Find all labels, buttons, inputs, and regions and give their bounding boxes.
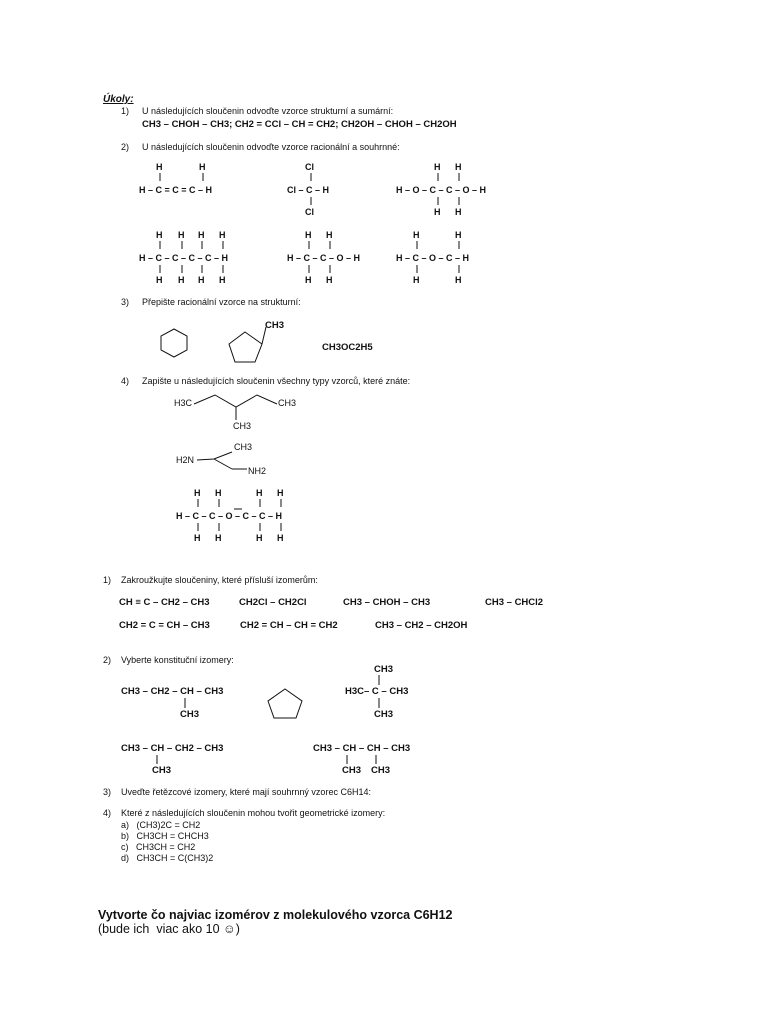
- ring-substituent-label: CH3: [265, 320, 285, 331]
- final-task-text: Vytvorte čo najviac izomérov z molekulového vzorca C6H12: [97, 908, 453, 922]
- svg-text:H: H: [194, 533, 201, 543]
- svg-text:Cl: Cl: [305, 162, 314, 172]
- svg-text:H: H: [198, 275, 205, 285]
- svg-text:H: H: [326, 230, 333, 240]
- svg-text:H: H: [178, 230, 185, 240]
- isomer-d-branch-1: CH3: [342, 765, 362, 776]
- svg-text:H: H: [277, 488, 284, 498]
- isomer-a-branch: CH3: [180, 709, 200, 720]
- svg-text:H – C = C = C – H: H – C = C = C – H: [139, 185, 213, 195]
- svg-text:H: H: [215, 533, 222, 543]
- cyclohexane-ring: [161, 329, 187, 357]
- task4-prompt: Zapište u následujících sloučenin všechny typy vzorců, které znáte:: [142, 376, 411, 386]
- q1-formula-3: CH3 – CHOH – CH3: [343, 597, 431, 608]
- svg-text:Cl: Cl: [305, 207, 314, 217]
- isomer-b-mid: H3C– C – CH3: [345, 686, 409, 697]
- svg-text:H: H: [198, 230, 205, 240]
- methyl-bond: [262, 327, 266, 344]
- amine-label-h2n: H2N: [176, 455, 195, 465]
- q4-option-c: c) CH3CH = CH2: [121, 842, 196, 852]
- svg-text:H: H: [434, 162, 441, 172]
- svg-text:H: H: [219, 275, 226, 285]
- structure-allene: [139, 162, 212, 195]
- amine-label-nh2: NH2: [248, 466, 267, 476]
- svg-text:H – C – C – C – C – H: H – C – C – C – C – H: [139, 253, 229, 263]
- svg-text:H: H: [256, 533, 263, 543]
- rational-formula: CH3OC2H5: [322, 342, 373, 353]
- task3-number: 3): [121, 297, 130, 307]
- svg-text:H: H: [455, 275, 462, 285]
- q2-number: 2): [103, 655, 112, 665]
- task2-number: 2): [121, 142, 130, 152]
- skeletal-chain: [194, 395, 277, 407]
- svg-text:H: H: [277, 533, 284, 543]
- svg-text:H: H: [455, 162, 462, 172]
- skeletal-label-ch3-bottom: CH3: [233, 421, 252, 431]
- svg-text:H: H: [434, 207, 441, 217]
- task1-formulas: CH3 – CHOH – CH3; CH2 = CCl – CH = CH2; CH2OH – CHOH – CH2OH: [142, 119, 457, 130]
- task2-prompt: U následujících sloučenin odvoďte vzorce racionální a souhrnné:: [142, 142, 400, 152]
- structure-chloroform: [287, 162, 329, 217]
- svg-text:H: H: [413, 275, 420, 285]
- svg-text:Cl – C – H: Cl – C – H: [287, 185, 330, 195]
- svg-text:H: H: [156, 230, 163, 240]
- svg-text:H: H: [156, 162, 163, 172]
- svg-text:H: H: [219, 230, 226, 240]
- isomer-cyclopentane: [268, 689, 302, 718]
- isomer-d-branch-2: CH3: [371, 765, 391, 776]
- q4-option-a: a) (CH3)2C = CH2: [121, 820, 201, 830]
- q1-formula-1: CH ≡ C – CH2 – CH3: [119, 597, 210, 608]
- svg-text:H: H: [256, 488, 263, 498]
- task4-number: 4): [121, 376, 130, 386]
- svg-text:H – C – O – C – H: H – C – O – C – H: [396, 253, 470, 263]
- structure-ether: [396, 230, 469, 285]
- amine-label-ch3: CH3: [234, 442, 253, 452]
- isomer-d-main: CH3 – CH – CH – CH3: [313, 743, 411, 754]
- svg-text:H: H: [455, 207, 462, 217]
- svg-text:H – O – C – C – O – H: H – O – C – C – O – H: [396, 185, 487, 195]
- cyclopentane-ring: [229, 332, 262, 362]
- task3-prompt: Přepište racionální vzorce na strukturní:: [142, 297, 301, 307]
- svg-text:H: H: [215, 488, 222, 498]
- q1-formula-6: CH2 = CH – CH = CH2: [240, 620, 338, 631]
- svg-text:H: H: [326, 275, 333, 285]
- q1-number: 1): [103, 575, 112, 585]
- svg-text:H: H: [194, 488, 201, 498]
- isomer-a-main: CH3 – CH2 – CH – CH3: [121, 686, 224, 697]
- svg-text:H: H: [413, 230, 420, 240]
- task1-prompt: U následujících sloučenin odvoďte vzorce strukturní a sumární:: [142, 106, 394, 116]
- tasks-heading: Úkoly:: [103, 94, 134, 105]
- skeletal-label-h3c: H3C: [174, 398, 193, 408]
- q2-prompt: Vyberte konstituční izomery:: [121, 655, 234, 665]
- q3-prompt: Uveďte řetězcové izomery, které mají souhrnný vzorec C6H14:: [121, 787, 371, 797]
- svg-text:H – C – C – O – C – C – H: H – C – C – O – C – C – H: [176, 511, 283, 521]
- q4-option-b: b) CH3CH = CHCH3: [121, 831, 209, 841]
- amine-branch: [214, 459, 232, 469]
- svg-text:H: H: [199, 162, 206, 172]
- svg-text:H: H: [305, 230, 312, 240]
- q1-formula-4: CH3 – CHCl2: [485, 597, 544, 608]
- isomer-b-top: CH3: [374, 664, 394, 675]
- q3-number: 3): [103, 787, 112, 797]
- isomer-c-branch: CH3: [152, 765, 172, 776]
- svg-text:H – C – C – O – H: H – C – C – O – H: [287, 253, 361, 263]
- structure-diol: [396, 162, 486, 217]
- q4-number: 4): [103, 808, 112, 818]
- q4-prompt: Které z následujících sloučenin mohou tvořit geometrické izomery:: [121, 808, 386, 818]
- svg-text:H: H: [178, 275, 185, 285]
- isomer-b-bottom: CH3: [374, 709, 394, 720]
- svg-text:H: H: [455, 230, 462, 240]
- isomer-c-main: CH3 – CH – CH2 – CH3: [121, 743, 224, 754]
- q1-formula-7: CH3 – CH2 – CH2OH: [375, 620, 468, 631]
- structure-butane: [139, 230, 228, 285]
- structure-ethanol: [287, 230, 360, 285]
- structure-diethyl-ether: [176, 488, 284, 543]
- q1-prompt: Zakroužkujte sloučeniny, které přísluší izomerům:: [121, 575, 318, 585]
- q4-option-d: d) CH3CH = C(CH3)2: [121, 853, 214, 863]
- final-task-note: (bude ich viac ako 10 ☺): [97, 922, 240, 936]
- svg-text:H: H: [156, 275, 163, 285]
- svg-text:H: H: [305, 275, 312, 285]
- task1-number: 1): [121, 106, 130, 116]
- q1-formula-2: CH2Cl – CH2Cl: [239, 597, 307, 608]
- q1-formula-5: CH2 = C = CH – CH3: [119, 620, 210, 631]
- skeletal-label-ch3-right: CH3: [278, 398, 297, 408]
